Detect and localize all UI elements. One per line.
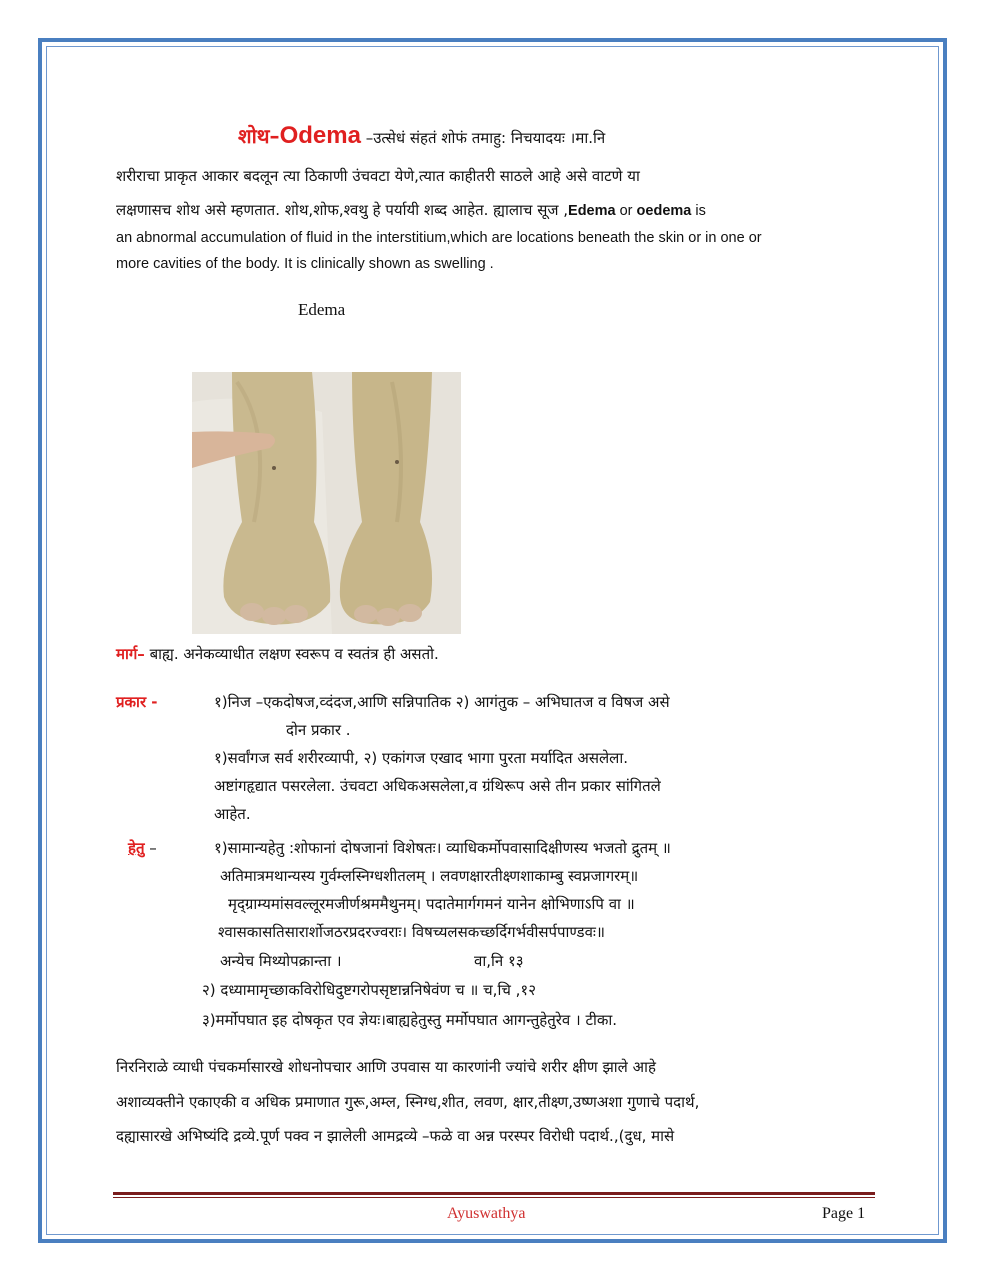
legs-illustration	[192, 372, 461, 634]
hetu-line-1: १)सामान्यहेतु :शोफानां दोषजानां विशेषतः। व्याधिकर्मोपवासादिक्षीणस्य भजतो द्रुतम् ॥	[214, 839, 671, 857]
hetu-heading	[128, 838, 157, 858]
prakar-line-3: १)सर्वांगज सर्व शरीरव्यापी, २) एकांगज एखाद भागा पुरता मर्यादित असलेला.	[214, 749, 628, 767]
closing-line-2: अशाव्यक्तीने एकाएकी व अधिक प्रमाणात गुरू,अम्ल, स्निग्ध,शीत, लवण, क्षार,तीक्ष्ण,उष्णअशा गुणाचे पदार्थ,	[116, 1093, 700, 1111]
intro-line-4: more cavities of the body. It is clinically shown as swelling .	[116, 256, 494, 272]
intro-line-3: an abnormal accumulation of fluid in the interstitium,which are locations beneath the skin or in one or	[116, 230, 762, 246]
intro-or: or	[615, 203, 637, 219]
footer-divider-thick	[113, 1192, 875, 1195]
marg-label: मार्ग–	[116, 645, 145, 663]
image-caption: Edema	[298, 300, 346, 319]
closing-line-1: निरनिराळे व्याधी पंचकर्मासारखे शोधनोपचार आणि उपवास या कारणांनी ज्यांचे शरीर क्षीण झाले आहे	[116, 1058, 656, 1076]
title-marathi: शोथ–	[238, 124, 280, 148]
intro-line-2-marathi: लक्षणासच शोथ असे म्हणतात. शोथ,शोफ,श्वथु हे पर्यायी शब्द आहेत. ह्यालाच सूज ,	[116, 201, 569, 219]
intro-oedema-bold: oedema	[636, 203, 692, 219]
intro-edema-bold: Edema	[568, 203, 616, 219]
page-title	[238, 122, 605, 150]
footer-page-number: Page 1	[822, 1205, 866, 1222]
prakar-label: प्रकार -	[116, 693, 158, 711]
footer-divider-thin	[113, 1197, 875, 1198]
footer-brand: Ayuswathya	[447, 1205, 526, 1222]
edema-legs-photo	[192, 372, 461, 634]
title-verse: –उत्सेधं संहतं शोफं तमाहु: निचयादयः ।मा.नि	[360, 129, 606, 147]
prakar-line-4: अष्टांगहृद्यात पसरलेला. उंचवटा अधिकअसलेला,व ग्रंथिरूप असे तीन प्रकार सांगितले	[214, 777, 661, 795]
hetu-line-7: ३)मर्मोपघात इह दोषकृत एव ज्ञेयः।बाह्यहेतुस्तु मर्मोपघात आगन्तुहेतुरेव । टीका.	[202, 1011, 618, 1029]
prakar-line-2: दोन प्रकार .	[286, 721, 351, 739]
marg-line	[116, 644, 439, 664]
title-english: Odema	[279, 122, 361, 149]
hetu-line-4: श्वासकासतिसारार्शोजठरप्रदरज्वराः। विषच्यलसकच्छर्दिगर्भवीसर्पपाण्डवः॥	[218, 923, 605, 941]
intro-line-2	[116, 200, 866, 220]
intro-is: is	[691, 203, 706, 219]
marg-text: बाह्य. अनेकव्याधीत लक्षण स्वरूप व स्वतंत्र ही असतो.	[144, 645, 439, 663]
hetu-line-5a: अन्येच मिथ्योपक्रान्ता ।	[220, 952, 342, 970]
intro-line-1: शरीराचा प्राकृत आकार बदलून त्या ठिकाणी उंचवटा येणे,त्यात काहीतरी साठले आहे असे वाटणे या	[116, 167, 640, 185]
closing-line-3: दह्यासारखे अभिष्यंदि द्रव्ये.पूर्ण पक्व न झालेली आमद्रव्ये –फळे वा अन्न परस्पर विरोधी पदार्थ.,(दुध, मासे	[116, 1127, 675, 1145]
hetu-line-2: अतिमात्रमथान्यस्य गुर्वम्लस्निग्धशीतलम् । लवणक्षारतीक्ष्णशाकाम्बु स्वप्नजागरम्॥	[220, 867, 639, 885]
hetu-line-6: २) दध्यामामृच्छाकविरोधिदुष्टगरोपसृष्टान्ननिषेवंण च ॥ च,चि ,१२	[202, 981, 536, 999]
hetu-line-3: मृद्ग्राम्यमांसवल्लूरमजीर्णश्रममैथुनम्। पदातेमार्गगमनं यानेन क्षोभिणाऽपि वा ॥	[228, 895, 635, 913]
hetu-label: हेतु	[128, 839, 145, 857]
hetu-line-5b: वा,नि १३	[474, 952, 524, 970]
hetu-dash: –	[144, 839, 157, 857]
prakar-line-1: १)निज –एकदोषज,व्दंदज,आणि सन्निपातिक २) आगंतुक – अभिघातज व विषज असे	[214, 693, 670, 711]
prakar-line-5: आहेत.	[214, 805, 251, 823]
